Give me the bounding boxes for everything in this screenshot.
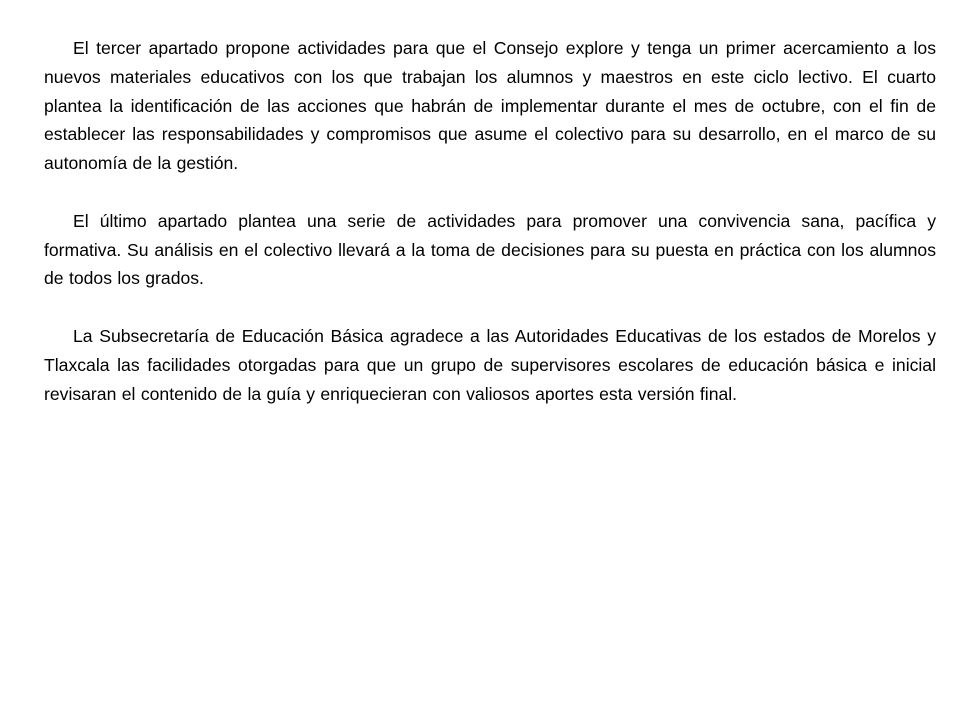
paragraph-last-section: El último apartado plantea una serie de actividades para promover una convivencia sana, pacífica y formativa. Su análisis en el colectivo llevará a la toma de decisiones para su puesta en práctica con los alumnos de todos los grados. [44,210,936,289]
paragraph-acknowledgement: La Subsecretaría de Educación Básica agradece a las Autoridades Educativas de los estados de Morelos y Tlaxcala las facilidades otorgadas para que un grupo de supervisores escolares de educación básica e inicial revisaran el contenido de la guía y enriquecieran con valiosos aportes esta versión final. [44,325,936,404]
document-page [44,34,936,437]
paragraph-third-section: El tercer apartado propone actividades para que el Consejo explore y tenga un primer acercamiento a los nuevos materiales educativos con los que trabajan los alumnos y maestros en este ciclo lectivo. El cuarto plantea la identificación de las acciones que habrán de implementar durante el mes de octubre, con el fin de establecer las responsabilidades y compromisos que asume el colectivo para su desarrollo, en el marco de su autonomía de la gestión. [44,38,936,174]
